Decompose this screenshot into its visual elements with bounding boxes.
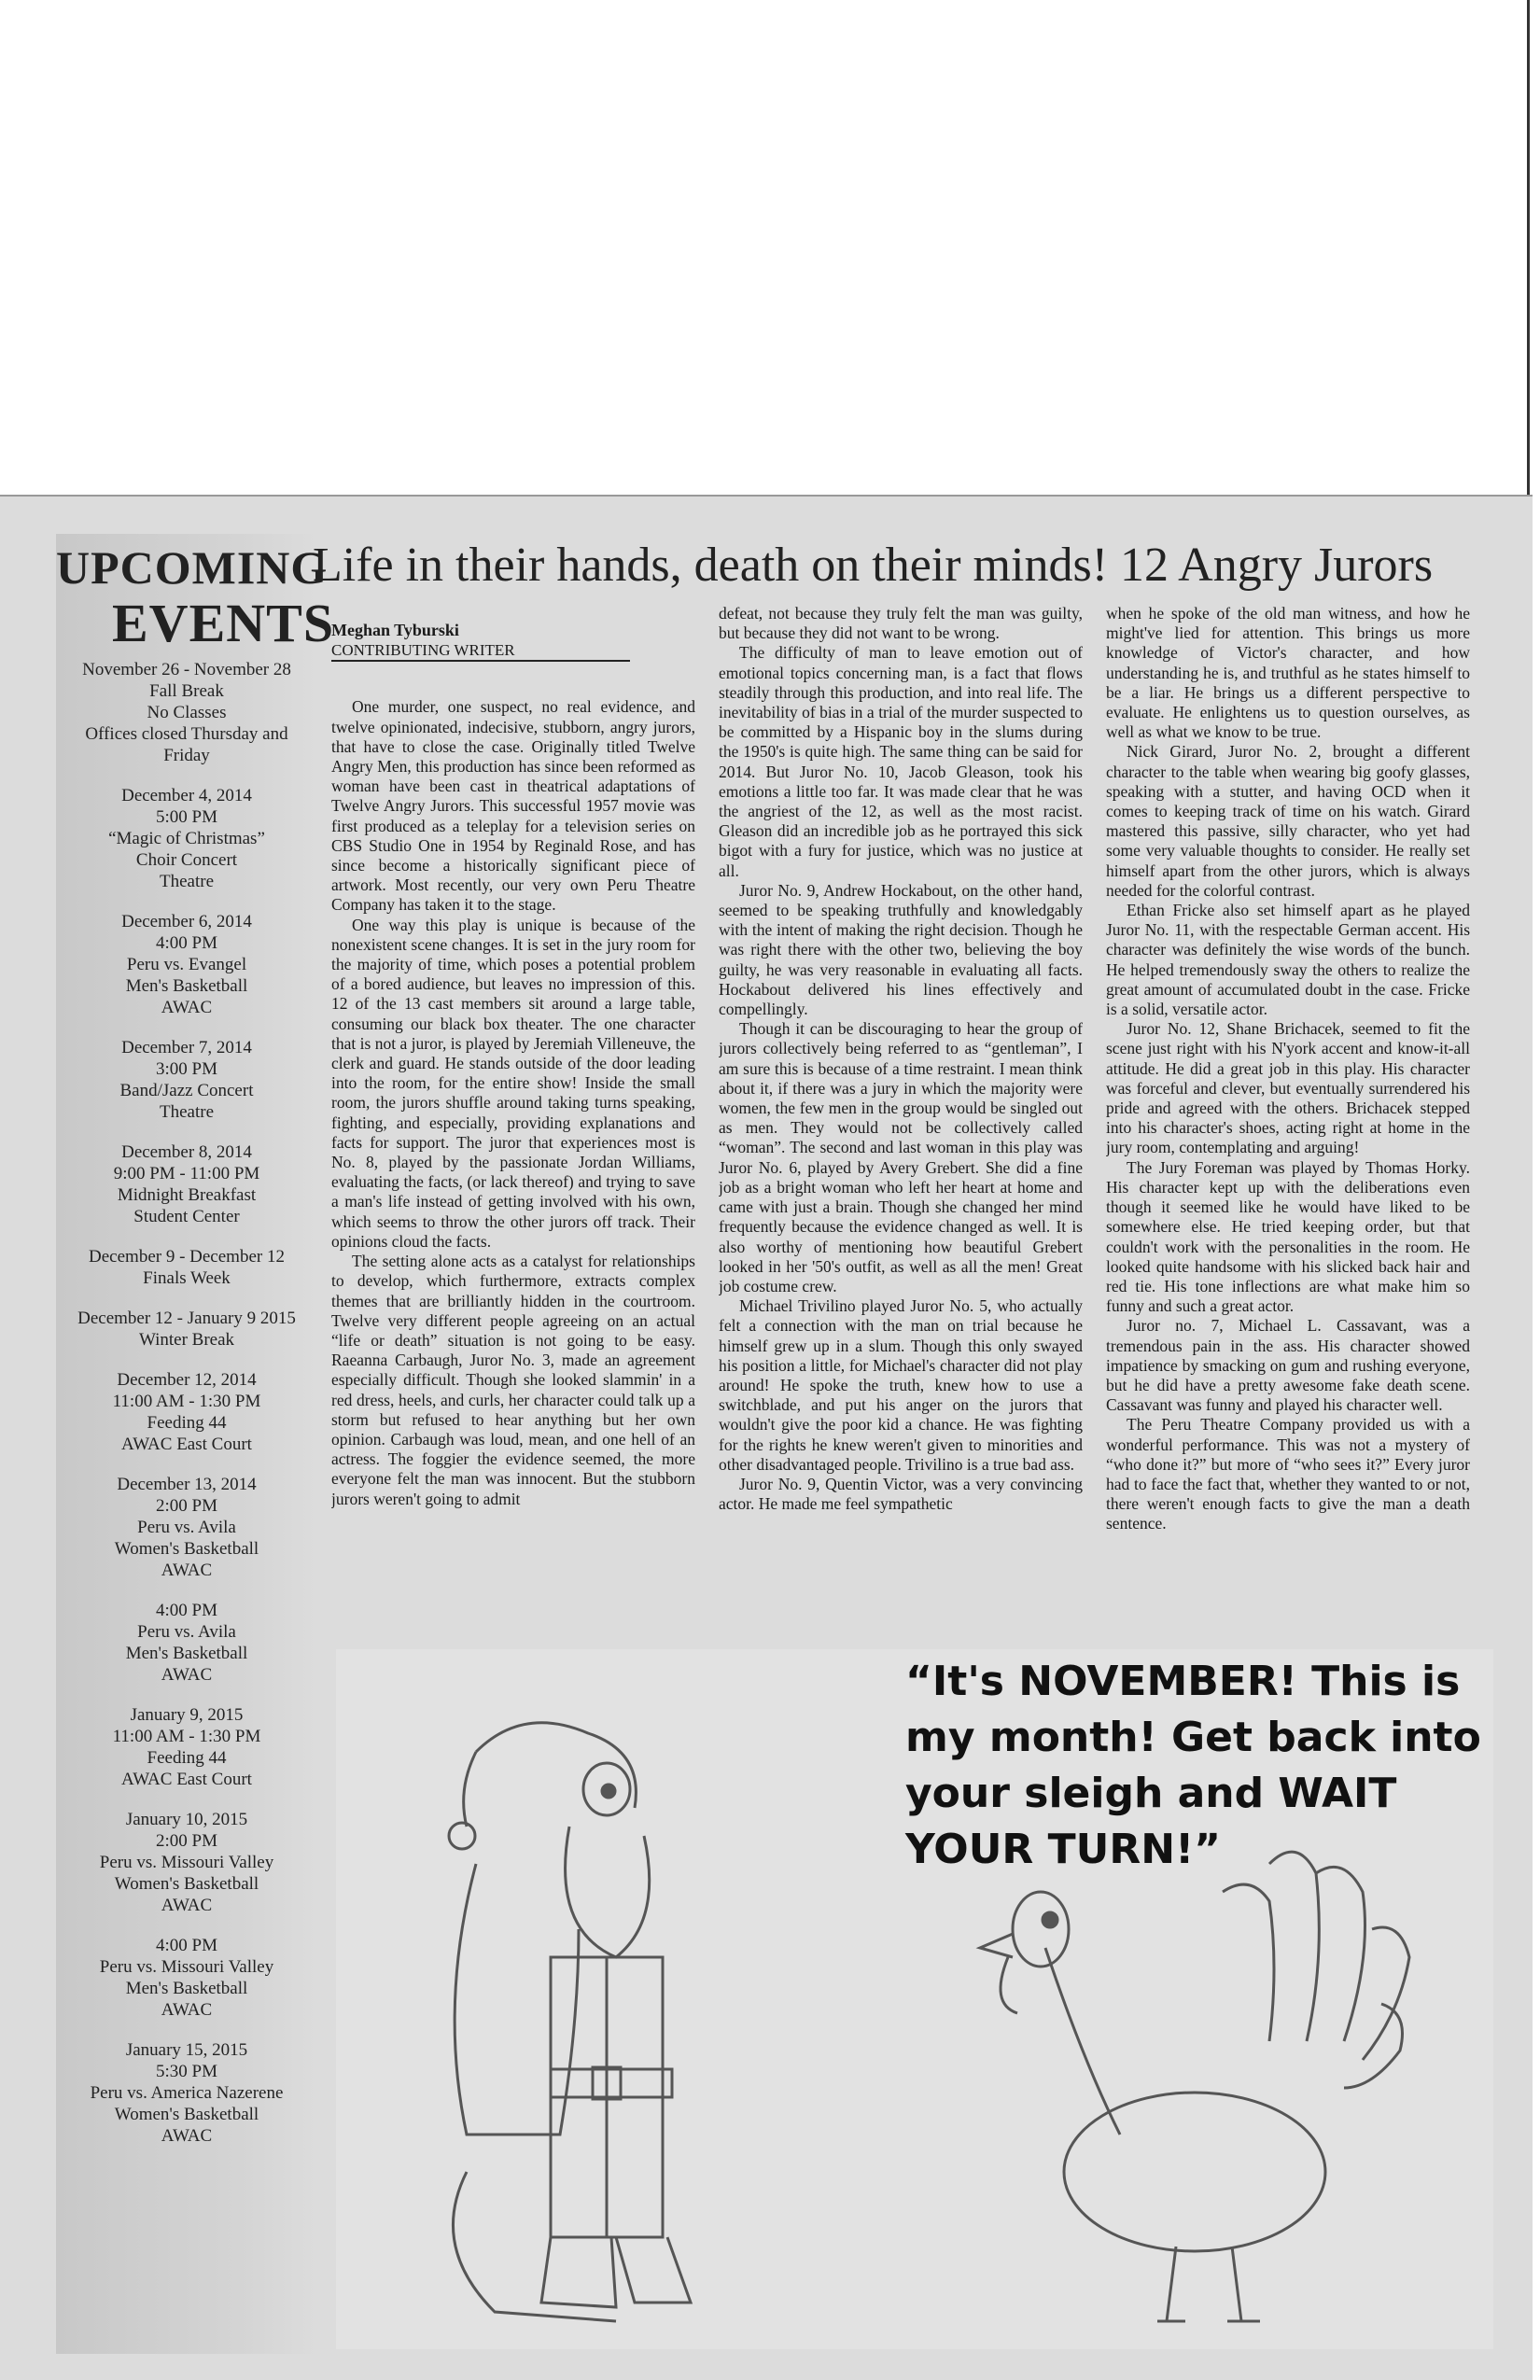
event-line: “Magic of Christmas” [108, 829, 265, 848]
byline [331, 621, 695, 662]
sidebar-title-line2: EVENTS [112, 593, 335, 653]
event-item [56, 659, 317, 766]
event-line: AWAC East Court [121, 1770, 252, 1789]
event-line: December 12, 2014 [117, 1370, 257, 1390]
santa-pupil [602, 1785, 615, 1798]
event-item [56, 911, 317, 1018]
article-body [331, 604, 1489, 1631]
event-line: Offices closed Thursday and [85, 724, 288, 744]
event-line: 11:00 AM - 1:30 PM [112, 1727, 261, 1746]
event-line: Men's Basketball [125, 1979, 248, 1998]
event-line: Theatre [159, 872, 214, 891]
event-item [56, 1308, 317, 1351]
article-headline: Life in their hands, death on their minds! 12 Angry Jurors [313, 539, 1434, 592]
newspaper-page [0, 495, 1533, 2380]
event-line: 4:00 PM [156, 933, 217, 953]
article-paragraph: The difficulty of man to leave emotion out of emotional topics concerning man, is a fact that flows steadily through this production, and into real life. The inevitability of bias in a trial of the murder suspected to be committed by a Hispanic boy in the slums during the 1950's is quite high. The same thing can be said for 2014. But Juror No. 10, Jacob Gleason, took his emotions a little too far. It was made clear that he was the angriest of the 12, as well as the most racist. Gleason did an incredible job as he portrayed this sick bigot with a fury for justice, which was no justice at all. [719, 643, 1083, 880]
event-line: Band/Jazz Concert [119, 1081, 254, 1100]
event-line: 3:00 PM [156, 1059, 217, 1079]
event-line: Peru vs. Missouri Valley [99, 1853, 274, 1872]
article-paragraph: One way this play is unique is because of the nonexistent scene changes. It is set in the jury room for the majority of time, which poses a potential problem of a bored audience, but leaves no impression of this. 12 of the 13 cast members sit around a large table, consuming our black box theater. The one character that is not a juror, is played by Jeremiah Villeneuve, the clerk and guard. He stands outside of the door leading into the room, for the entire show! Inside the small room, the jurors shuffle around taking turns speaking, fighting, and especially, providing explanations and facts for support. The juror that experiences most is No. 8, played by the passionate Jordan Williams, evaluating the facts, (or lack thereof) and trying to save a man's life instead of getting involved with his own, which seems to throw the other jurors off track. Their opinions cloud the facts. [331, 915, 695, 1251]
event-line: AWAC East Court [121, 1435, 252, 1454]
event-line: November 26 - November 28 [82, 660, 291, 679]
event-line: Friday [163, 746, 210, 765]
event-line: Choir Concert [135, 850, 238, 870]
event-line: AWAC [161, 1896, 213, 1915]
event-line: Feeding 44 [147, 1413, 227, 1433]
article-paragraph: The Jury Foreman was played by Thomas Horky. His character kept up with the deliberations even though it seemed like he would have liked to be somewhere else. He tried keeping order, but that couldn't work with the personalities in the room. He looked quite handsome with his slicked back hair and red tie. His tone inflections are what make him so funny and such a great actor. [1106, 1157, 1470, 1316]
event-item [56, 2039, 317, 2147]
event-line: December 12 - January 9 2015 [77, 1309, 296, 1328]
event-line: 11:00 AM - 1:30 PM [112, 1392, 261, 1411]
event-line: Peru vs. America Nazerene [90, 2083, 284, 2103]
article-paragraph: Juror no. 7, Michael L. Cassavant, was a tremendous pain in the ass. His character showed impatience by smacking on gum and rushing everyone, but he did have a pretty awesome fake death scene. Cassavant was funny and played his character well. [1106, 1316, 1470, 1415]
article-paragraph: when he spoke of the old man witness, and how he might've lied for attention. This brings us more knowledge of Victor's character, and how understanding he is, and truthful as he states himself to be a liar. He brings us a different perspective to evaluate. He enlightens us to question ourselves, as well as what we know to be true. [1106, 604, 1470, 742]
article-column-1 [331, 604, 695, 1631]
article-paragraph: Nick Girard, Juror No. 2, brought a different character to the table when wearing big goofy glasses, speaking with a stutter, and having OCD when it comes to keeping track of time on his watch. Girard mastered this passive, silly character, who yet had some very valuable thoughts to consider. He really set himself apart from the other jurors, which is always needed for the colorful contrast. [1106, 742, 1470, 900]
sidebar-title-line1: UPCOMING [56, 541, 329, 594]
event-line: December 6, 2014 [121, 912, 252, 931]
event-line: Peru vs. Avila [137, 1518, 236, 1537]
event-line: AWAC [161, 1665, 213, 1685]
event-line: Men's Basketball [125, 1644, 248, 1663]
events-list [56, 659, 317, 2147]
event-item [56, 1141, 317, 1227]
event-item [56, 1600, 317, 1686]
event-line: AWAC [161, 2126, 213, 2146]
article-column-3 [1106, 604, 1470, 1631]
event-line: January 15, 2015 [125, 2040, 248, 2060]
event-item [56, 1809, 317, 1916]
article-paragraph: Ethan Fricke also set himself apart as he played Juror No. 11, with the respectable German accent. His character was definitely the wise words of the bunch. He helped tremendously sway the others to realize the great amount of accumulated doubt in the case. Fricke is a solid, versatile actor. [1106, 901, 1470, 1019]
event-line: Peru vs. Evangel [126, 955, 247, 974]
event-line: January 10, 2015 [125, 1810, 248, 1829]
scan-edge [1527, 0, 1530, 504]
article-paragraph: One murder, one suspect, no real evidence, and twelve opinionated, indecisive, stubborn, angry jurors, that have to close the case. Originally titled Twelve Angry Men, this production has since been reformed as woman have been cast in theatrical adaptations of Twelve Angry Jurors. This successful 1957 movie was first produced as a teleplay for a television series on CBS Studio One in 1954 by Reginald Rose, and has since become a historically significant piece of artwork. Most recently, our very own Peru Theatre Company has taken it to the stage. [331, 697, 695, 915]
event-line: December 13, 2014 [117, 1475, 257, 1494]
event-line: Finals Week [143, 1268, 231, 1288]
event-line: Women's Basketball [114, 1874, 259, 1894]
event-line: No Classes [147, 703, 227, 722]
article-paragraph: The Peru Theatre Company provided us with a wonderful performance. This was not a mystery of “who done it?” but more of “who sees it?” Every juror had to face the fact that, whether they wanted to or not, there weren't enough facts to give the man a death sentence. [1106, 1415, 1470, 1533]
article-paragraph: defeat, not because they truly felt the man was guilty, but because they did not want to be wrong. [719, 604, 1083, 643]
event-item [56, 1369, 317, 1455]
event-item [56, 785, 317, 892]
cartoon-quote: “It's NOVEMBER! This is my month! Get back into your sleigh and WAIT YOUR TURN!” [905, 1658, 1481, 1873]
event-line: Women's Basketball [114, 2105, 259, 2124]
event-line: Student Center [133, 1207, 240, 1226]
event-line: Midnight Breakfast [117, 1185, 257, 1205]
event-item [56, 1935, 317, 2021]
event-line: 2:00 PM [156, 1496, 217, 1516]
event-line: Women's Basketball [114, 1539, 259, 1559]
article-paragraph: Though it can be discouraging to hear the group of jurors collectively being referred to as “gentleman”, I am sure this is because of a time restraint. I mean think about it, if there was a jury in which the majority were women, the few men in the group would be singled out as men. They would not be collectively called “woman”. The second and last woman in this play was Juror No. 6, played by Avery Grebert. She did a fine job as a bright woman who left her heart at home and came with just a brain. Though she changed her mind frequently because the evidence changed as well. It is also worthy of mentioning how beautiful Grebert looked in her '50's outfit, as well as all the men! Great job costume crew. [719, 1019, 1083, 1295]
event-line: December 9 - December 12 [89, 1247, 285, 1267]
article-paragraph: Juror No. 9, Andrew Hockabout, on the other hand, seemed to be speaking truthfully and knowledgably with the intent of making the right decision. Though he was right there with the other two, believing the boy guilty, he was very reasonable in evaluating all facts. Hockabout delivered his lines effectively and compellingly. [719, 880, 1083, 1019]
event-item [56, 1037, 317, 1123]
event-line: AWAC [161, 998, 213, 1017]
event-line: 4:00 PM [156, 1601, 217, 1620]
article-column-2 [719, 604, 1083, 1631]
author-role: CONTRIBUTING WRITER [331, 640, 630, 662]
event-line: Feeding 44 [147, 1748, 227, 1768]
event-line: January 9, 2015 [130, 1705, 244, 1725]
event-line: 5:30 PM [156, 2062, 217, 2081]
article-paragraph: Juror No. 12, Shane Brichacek, seemed to fit the scene just right with his N'york accent and know-it-all attitude. He did a great job in this play. His character was forceful and clever, but eventually surrendered his pride and agreed with the others. Brichacek stepped into his character's shoes, acting right at home in the jury room, contemplating and arguing! [1106, 1019, 1470, 1157]
event-line: AWAC [161, 1561, 213, 1580]
cartoon-illustration [336, 1649, 1493, 2349]
event-line: Winter Break [138, 1330, 235, 1350]
event-line: Peru vs. Missouri Valley [99, 1957, 274, 1977]
author-name: Meghan Tyburski [331, 621, 459, 639]
event-line: Peru vs. Avila [137, 1622, 236, 1642]
sidebar-title [56, 534, 335, 653]
article-paragraph: Michael Trivilino played Juror No. 5, who actually felt a connection with the man on trial because he himself grew up in a slum. Though this only swayed his position a little, for Michael's character did not play around! He spoke the truth, knew how to use a switchblade, and put his anger on the jurors that wouldn't give the poor kid a chance. He was fighting for the rights he knew weren't given to minorities and other disadvantaged people. Trivilino is a true bad ass. [719, 1296, 1083, 1474]
article-paragraph: Juror No. 9, Quentin Victor, was a very convincing actor. He made me feel sympathetic [719, 1474, 1083, 1514]
column-1-text [331, 697, 695, 1508]
event-line: December 7, 2014 [121, 1038, 252, 1057]
event-item [56, 1246, 317, 1289]
event-line: 9:00 PM - 11:00 PM [113, 1164, 260, 1183]
article-paragraph: The setting alone acts as a catalyst for relationships to develop, which furthermore, extracts complex themes that are brilliantly hidden in the courtroom. Twelve very different people agreeing on an actual “life or death” situation is not going to be easy. Raeanna Carbaugh, Juror No. 3, made an agreement especially difficult. Though she looked slammin' in a red dress, heels, and curls, her character could talk up a storm but refused to hear anything but her own opinion. Carbaugh was loud, mean, and one hell of an actress. The foggier the evidence seemed, the more everyone felt the man was innocent. But the stubborn jurors weren't going to admit [331, 1252, 695, 1508]
event-line: Fall Break [149, 681, 224, 701]
event-line: 5:00 PM [156, 807, 217, 827]
turkey-eye [1043, 1912, 1057, 1927]
event-line: December 8, 2014 [121, 1142, 252, 1162]
event-line: Theatre [159, 1102, 214, 1122]
upcoming-events-sidebar [56, 534, 335, 2354]
event-line: AWAC [161, 2000, 213, 2020]
event-line: 2:00 PM [156, 1831, 217, 1851]
event-item [56, 1704, 317, 1790]
event-line: December 4, 2014 [121, 786, 252, 805]
event-line: 4:00 PM [156, 1936, 217, 1955]
event-item [56, 1474, 317, 1581]
event-line: Men's Basketball [125, 976, 248, 996]
